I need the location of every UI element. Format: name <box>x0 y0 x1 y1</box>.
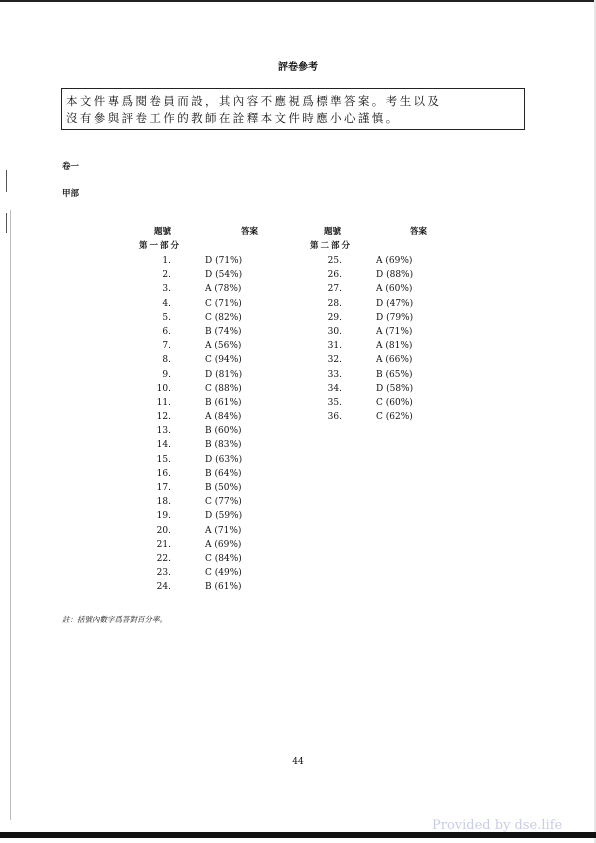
answer-value: A (66%) <box>376 355 413 366</box>
answer-row <box>312 311 462 325</box>
answer-row <box>141 552 291 566</box>
answer-value: B (61%) <box>205 397 242 408</box>
question-number: 19. <box>156 511 171 522</box>
answer-value: B (60%) <box>205 426 242 437</box>
answer-row <box>141 509 291 523</box>
question-number: 13. <box>156 426 171 437</box>
question-number: 1. <box>162 256 171 266</box>
answer-row <box>141 311 291 325</box>
question-number: 9. <box>162 369 171 380</box>
answer-value: B (74%) <box>205 326 242 337</box>
question-number: 14. <box>156 440 171 451</box>
question-no-header-part-one: 題號 <box>154 227 172 237</box>
answer-row <box>141 254 291 268</box>
answer-row <box>312 382 462 396</box>
question-number: 17. <box>156 483 171 493</box>
answer-value: D (71%) <box>205 256 243 266</box>
answer-row <box>312 353 462 367</box>
question-number: 25. <box>327 256 342 266</box>
answer-value: C (88%) <box>205 383 242 394</box>
question-number: 26. <box>327 270 342 281</box>
answer-row <box>141 297 291 311</box>
question-number: 27. <box>327 284 342 295</box>
answer-row <box>141 368 291 382</box>
answer-row <box>141 353 291 367</box>
answer-row <box>312 268 462 282</box>
question-number: 35. <box>327 397 342 408</box>
answer-row <box>141 481 291 495</box>
question-number: 33. <box>327 369 342 380</box>
question-number: 34. <box>327 383 342 394</box>
question-number: 3. <box>162 284 171 295</box>
answer-header-part-two: 答案 <box>410 227 428 237</box>
answer-row <box>141 396 291 410</box>
notice-box <box>61 88 525 130</box>
answer-value: A (84%) <box>205 412 242 423</box>
answer-row <box>312 368 462 382</box>
answer-header-part-one: 答案 <box>241 227 259 237</box>
answer-value: C (84%) <box>205 553 242 564</box>
answer-row <box>141 467 291 481</box>
answer-value: D (63%) <box>205 454 243 465</box>
page-title: 評卷參考 <box>278 62 318 73</box>
answer-value: A (78%) <box>205 284 242 295</box>
answer-list-part-one <box>141 254 291 595</box>
part-one-header: 第一部分 <box>139 241 182 251</box>
question-number: 8. <box>162 355 171 366</box>
answer-value: D (58%) <box>376 383 414 394</box>
answer-row <box>141 424 291 438</box>
answer-value: B (65%) <box>376 369 413 380</box>
answer-value: C (77%) <box>205 497 242 508</box>
answer-value: D (54%) <box>205 270 243 281</box>
answer-row <box>141 566 291 580</box>
answer-row <box>141 538 291 552</box>
question-number: 36. <box>327 412 342 423</box>
answer-list-part-two <box>312 254 462 424</box>
answer-value: B (64%) <box>205 468 242 479</box>
question-number: 2. <box>162 270 171 281</box>
paper-label: 卷一 <box>62 162 80 172</box>
answer-value: A (56%) <box>205 341 242 352</box>
watermark: Provided by dse.life <box>432 818 563 833</box>
question-number: 29. <box>327 312 342 323</box>
question-number: 24. <box>156 582 171 593</box>
scan-mark <box>6 170 7 192</box>
question-number: 23. <box>156 568 171 579</box>
answer-row <box>141 453 291 467</box>
question-number: 11. <box>156 397 171 408</box>
answer-value: C (71%) <box>205 298 242 309</box>
question-number: 4. <box>162 298 171 309</box>
question-no-header-part-two: 題號 <box>324 227 342 237</box>
answer-value: D (47%) <box>376 298 414 309</box>
answer-value: C (82%) <box>205 312 242 323</box>
answer-value: B (50%) <box>205 483 242 493</box>
answer-value: B (61%) <box>205 582 242 593</box>
question-number: 6. <box>162 326 171 337</box>
answer-row <box>312 396 462 410</box>
scan-mark <box>6 213 7 233</box>
answer-row <box>141 410 291 424</box>
question-number: 30. <box>327 326 342 337</box>
answer-row <box>141 339 291 353</box>
answer-value: C (62%) <box>376 412 413 423</box>
answer-value: C (60%) <box>376 397 413 408</box>
answer-value: C (94%) <box>205 355 242 366</box>
question-number: 32. <box>327 355 342 366</box>
notice-line: 本文件專爲閱卷員而設，其內容不應視爲標準答案。考生以及 <box>66 94 442 108</box>
question-number: 28. <box>327 298 342 309</box>
answer-value: A (81%) <box>376 341 413 352</box>
answer-value: A (69%) <box>205 539 242 550</box>
question-number: 22. <box>156 553 171 564</box>
question-number: 15. <box>156 454 171 465</box>
question-number: 31. <box>327 341 342 352</box>
footnote: 註：括號內數字爲答對百分率。 <box>62 615 167 624</box>
part-two-header: 第二部分 <box>310 241 353 251</box>
answer-row <box>141 382 291 396</box>
question-number: 18. <box>156 497 171 508</box>
answer-row <box>312 325 462 339</box>
section-label: 甲部 <box>62 189 80 199</box>
answer-value: D (88%) <box>376 270 414 281</box>
question-number: 21. <box>156 539 171 550</box>
question-number: 16. <box>156 468 171 479</box>
answer-row <box>141 268 291 282</box>
answer-value: A (69%) <box>376 256 413 266</box>
question-number: 20. <box>156 525 171 536</box>
answer-value: A (71%) <box>205 525 242 536</box>
answer-row <box>312 254 462 268</box>
answer-row <box>141 495 291 509</box>
answer-value: D (81%) <box>205 369 243 380</box>
answer-value: C (49%) <box>205 568 242 579</box>
answer-row <box>312 282 462 296</box>
answer-value: A (60%) <box>376 284 413 295</box>
answer-row <box>312 339 462 353</box>
notice-line: 沒有參與評卷工作的教師在詮釋本文件時應小心謹慎。 <box>66 111 400 125</box>
question-number: 10. <box>156 383 171 394</box>
answer-value: D (59%) <box>205 511 243 522</box>
answer-row <box>141 438 291 452</box>
answer-row <box>141 325 291 339</box>
scan-edge-left <box>10 210 11 820</box>
answer-row <box>312 410 462 424</box>
page-number: 44 <box>292 757 304 767</box>
question-number: 12. <box>156 412 171 423</box>
answer-value: D (79%) <box>376 312 414 323</box>
answer-value: A (71%) <box>376 326 413 337</box>
scan-edge-top <box>0 0 596 2</box>
answer-row <box>141 524 291 538</box>
answer-value: B (83%) <box>205 440 242 451</box>
answer-row <box>312 297 462 311</box>
question-number: 5. <box>162 312 171 323</box>
answer-row <box>141 282 291 296</box>
answer-row <box>141 580 291 594</box>
question-number: 7. <box>162 341 171 352</box>
